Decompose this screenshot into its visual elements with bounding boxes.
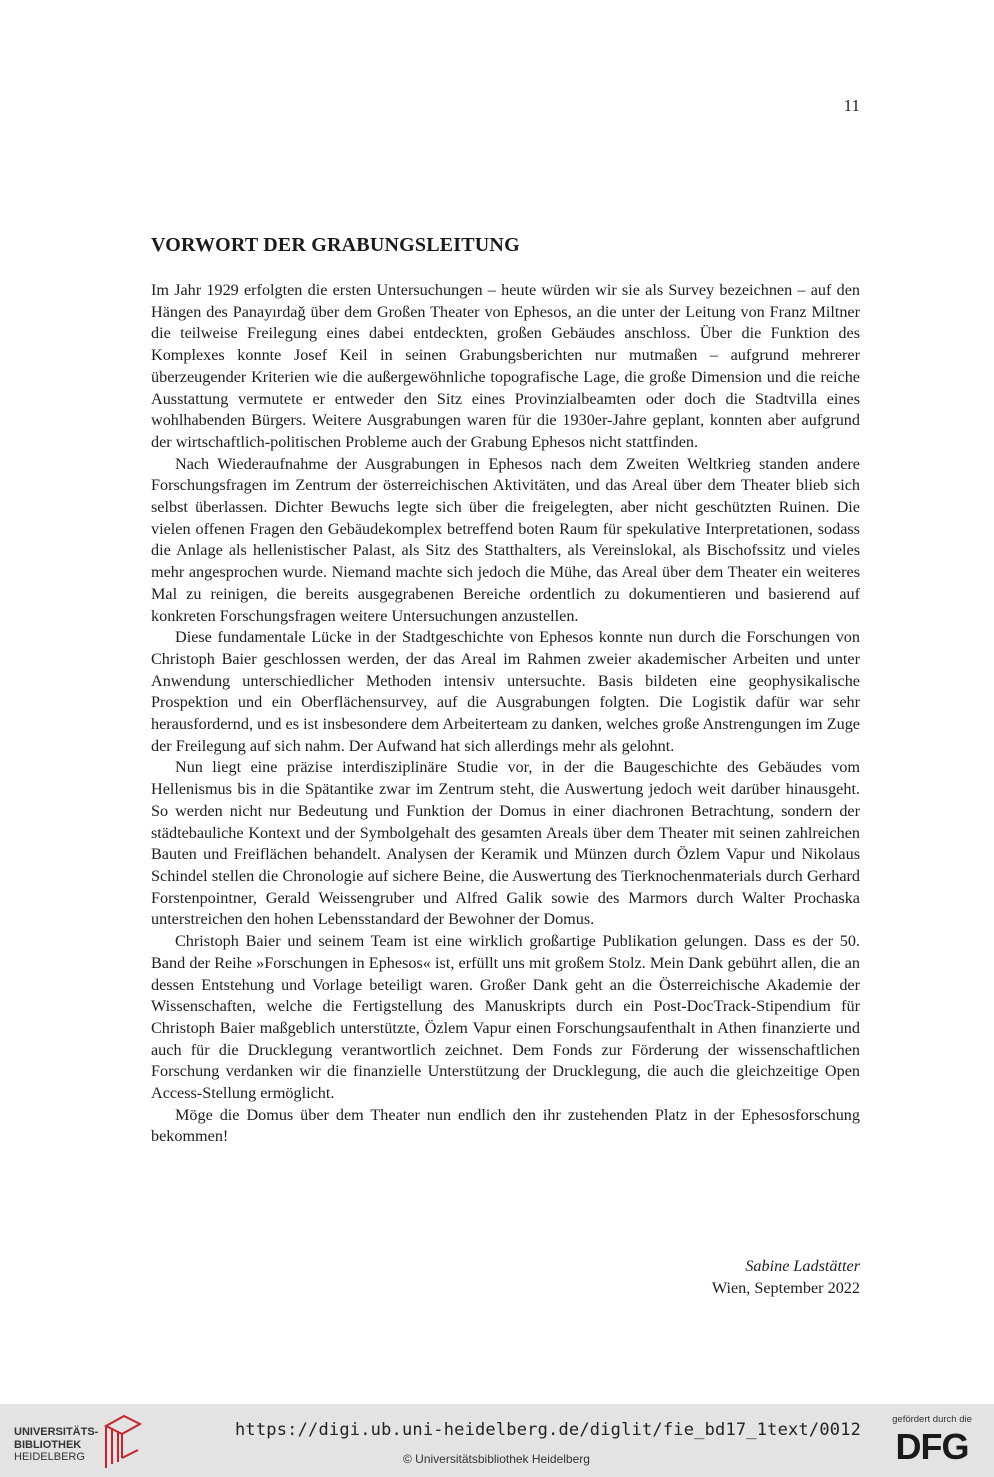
paragraph: Nach Wiederaufnahme der Ausgrabungen in Ephesos nach dem Zweiten Weltkrieg standen andere Forschungsfragen im Zentrum der österreichischen Aktivitäten, und das Areal über dem Theater blieb sich selbst überlassen. Dichter Bewuchs legte sich über die freigelegten, aber nicht geschützten Ruinen. Die vielen offenen Fragen den Gebäudekomplex betreffend boten Raum für spekulative Interpretationen, sodass die Anlage als hellenistischer Palast, als Sitz des Statthalters, als Vereinslokal, als Bischofssitz und vieles mehr angesprochen wurde. Niemand machte sich jedoch die Mühe, das Areal über dem Theater ein weiteres Mal zu reinigen, die bereits ausgegrabenen Bereiche ordentlich zu dokumentieren und basierend auf konkreten Forschungsfragen weitere Untersuchungen anzustellen.	[151, 454, 860, 625]
library-mark-icon	[102, 1414, 142, 1470]
page-number: 11	[843, 96, 860, 115]
signature-place-date: Wien, September 2022	[711, 1279, 860, 1297]
paragraph: Christoph Baier und seinem Team ist eine wirklich großartige Publikation gelungen. Dass es der 50. Band der Reihe »Forschungen in Ephesos« ist, erfüllt uns mit großem Stolz. Mein Dank gebührt allen, die an dessen Entstehung und Vorlage beteiligt waren. Großer Dank geht an die Österreichische Akademie der Wissenschaften, welche die Fertigstellung des Manuskripts durch ein Post-DocTrack-Stipendium für Christoph Baier maßgeblich unterstützte, Özlem Vapur einen Forschungsaufenthalt in Athen finanzierte und auch für die Drucklegung verantwortlich zeichnet. Dem Fonds zur Förderung der wissenschaftlichen Forschung verdanken wir die finanzielle Unterstützung der Drucklegung, die auch die gleichzeitige Open Access-Stellung ermöglicht.	[151, 932, 860, 1103]
library-name	[14, 1426, 98, 1464]
library-name-line: HEIDELBERG	[14, 1451, 85, 1463]
signature	[712, 1255, 860, 1299]
dfg-funding[interactable]	[882, 1414, 982, 1467]
paragraph: Im Jahr 1929 erfolgten die ersten Untersuchungen – heute würden wir sie als Survey bezeichnen – auf den Hängen des Panayırdağ über dem Großen Theater von Ephesos, an die unter der Leitung von Franz Miltner die teilweise Freilegung eines dabei entdeckten, großen Gebäudes anschloss. Über die Funktion des Komplexes konnte Josef Keil in seinen Grabungsberichten nur mutmaßen – aufgrund mehrerer überzeugender Kriterien wie die außergewöhnliche topografische Lage, die große Dimension und die reiche Ausstattung vermutete er entweder den Sitz eines Provinzialbeamten oder doch die Stadtvilla eines wohlhabenden Bürgers. Weitere Ausgrabungen waren für die 1930er-Jahre geplant, konnten aber aufgrund der wirtschaftlich-politischen Probleme auch der Grabung Ephesos nicht stattfinden.	[151, 281, 860, 451]
dfg-logo: DFG	[895, 1426, 969, 1467]
page-title: VORWORT DER GRABUNGSLEITUNG	[151, 234, 520, 256]
library-name-line: BIBLIOTHEK	[14, 1438, 82, 1451]
body-text	[151, 280, 860, 1148]
paragraph: Möge die Domus über dem Theater nun endlich den ihr zustehenden Platz in der Ephesosforschung bekommen!	[151, 1105, 860, 1146]
signature-author: Sabine Ladstätter	[745, 1257, 860, 1275]
library-logo[interactable]	[14, 1414, 144, 1470]
paragraph: Nun liegt eine präzise interdisziplinäre Studie vor, in der die Baugeschichte des Gebäudes vom Hellenismus bis in die Spätantike zwar im Zentrum steht, die Auswertung jedoch weit darüber hinausgeht. So werden nicht nur Bedeutung und Funktion der Domus in einer diachronen Betrachtung, sondern der städtebauliche Kontext und der Symbolgehalt des gesamten Areals über dem Theater mit seinen zahlreichen Bauten und Freiflächen behandelt. Analysen der Keramik und Münzen durch Özlem Vapur und Nikolaus Schindel stellen die Chronologie auf sichere Beine, die Auswertung des Tierknochenmaterials durch Gerhard Forstenpointner, Gerald Weissengruber und Alfred Galik sowie des Marmors durch Walter Prochaska unterstreichen den hohen Lebensstandard der Bewohner der Domus.	[151, 758, 860, 929]
dfg-caption: gefördert durch die	[892, 1414, 972, 1425]
library-name-line: UNIVERSITÄTS-	[14, 1426, 99, 1438]
footer-bar	[0, 1404, 994, 1477]
footer-copyright: © Universitätsbibliothek Heidelberg	[403, 1452, 590, 1466]
footer-url-link[interactable]: https://digi.ub.uni-heidelberg.de/diglit/fie_bd17_1text/0012	[235, 1420, 862, 1440]
paragraph: Diese fundamentale Lücke in der Stadtgeschichte von Ephesos konnte nun durch die Forschungen von Christoph Baier geschlossen werden, der das Areal im Rahmen zweier akademischer Arbeiten und unter Anwendung unterschiedlicher Methoden intensiv untersuchte. Basis bildeten eine geophysikalische Prospektion und ein Oberflächensurvey, auf die Ausgrabungen folgten. Die Logistik dafür war sehr herausfordernd, und es ist insbesondere dem Arbeiterteam zu danken, welches große Anstrengungen im Zuge der Freilegung auf sich nahm. Der Aufwand hat sich allerdings mehr als gelohnt.	[151, 628, 860, 755]
